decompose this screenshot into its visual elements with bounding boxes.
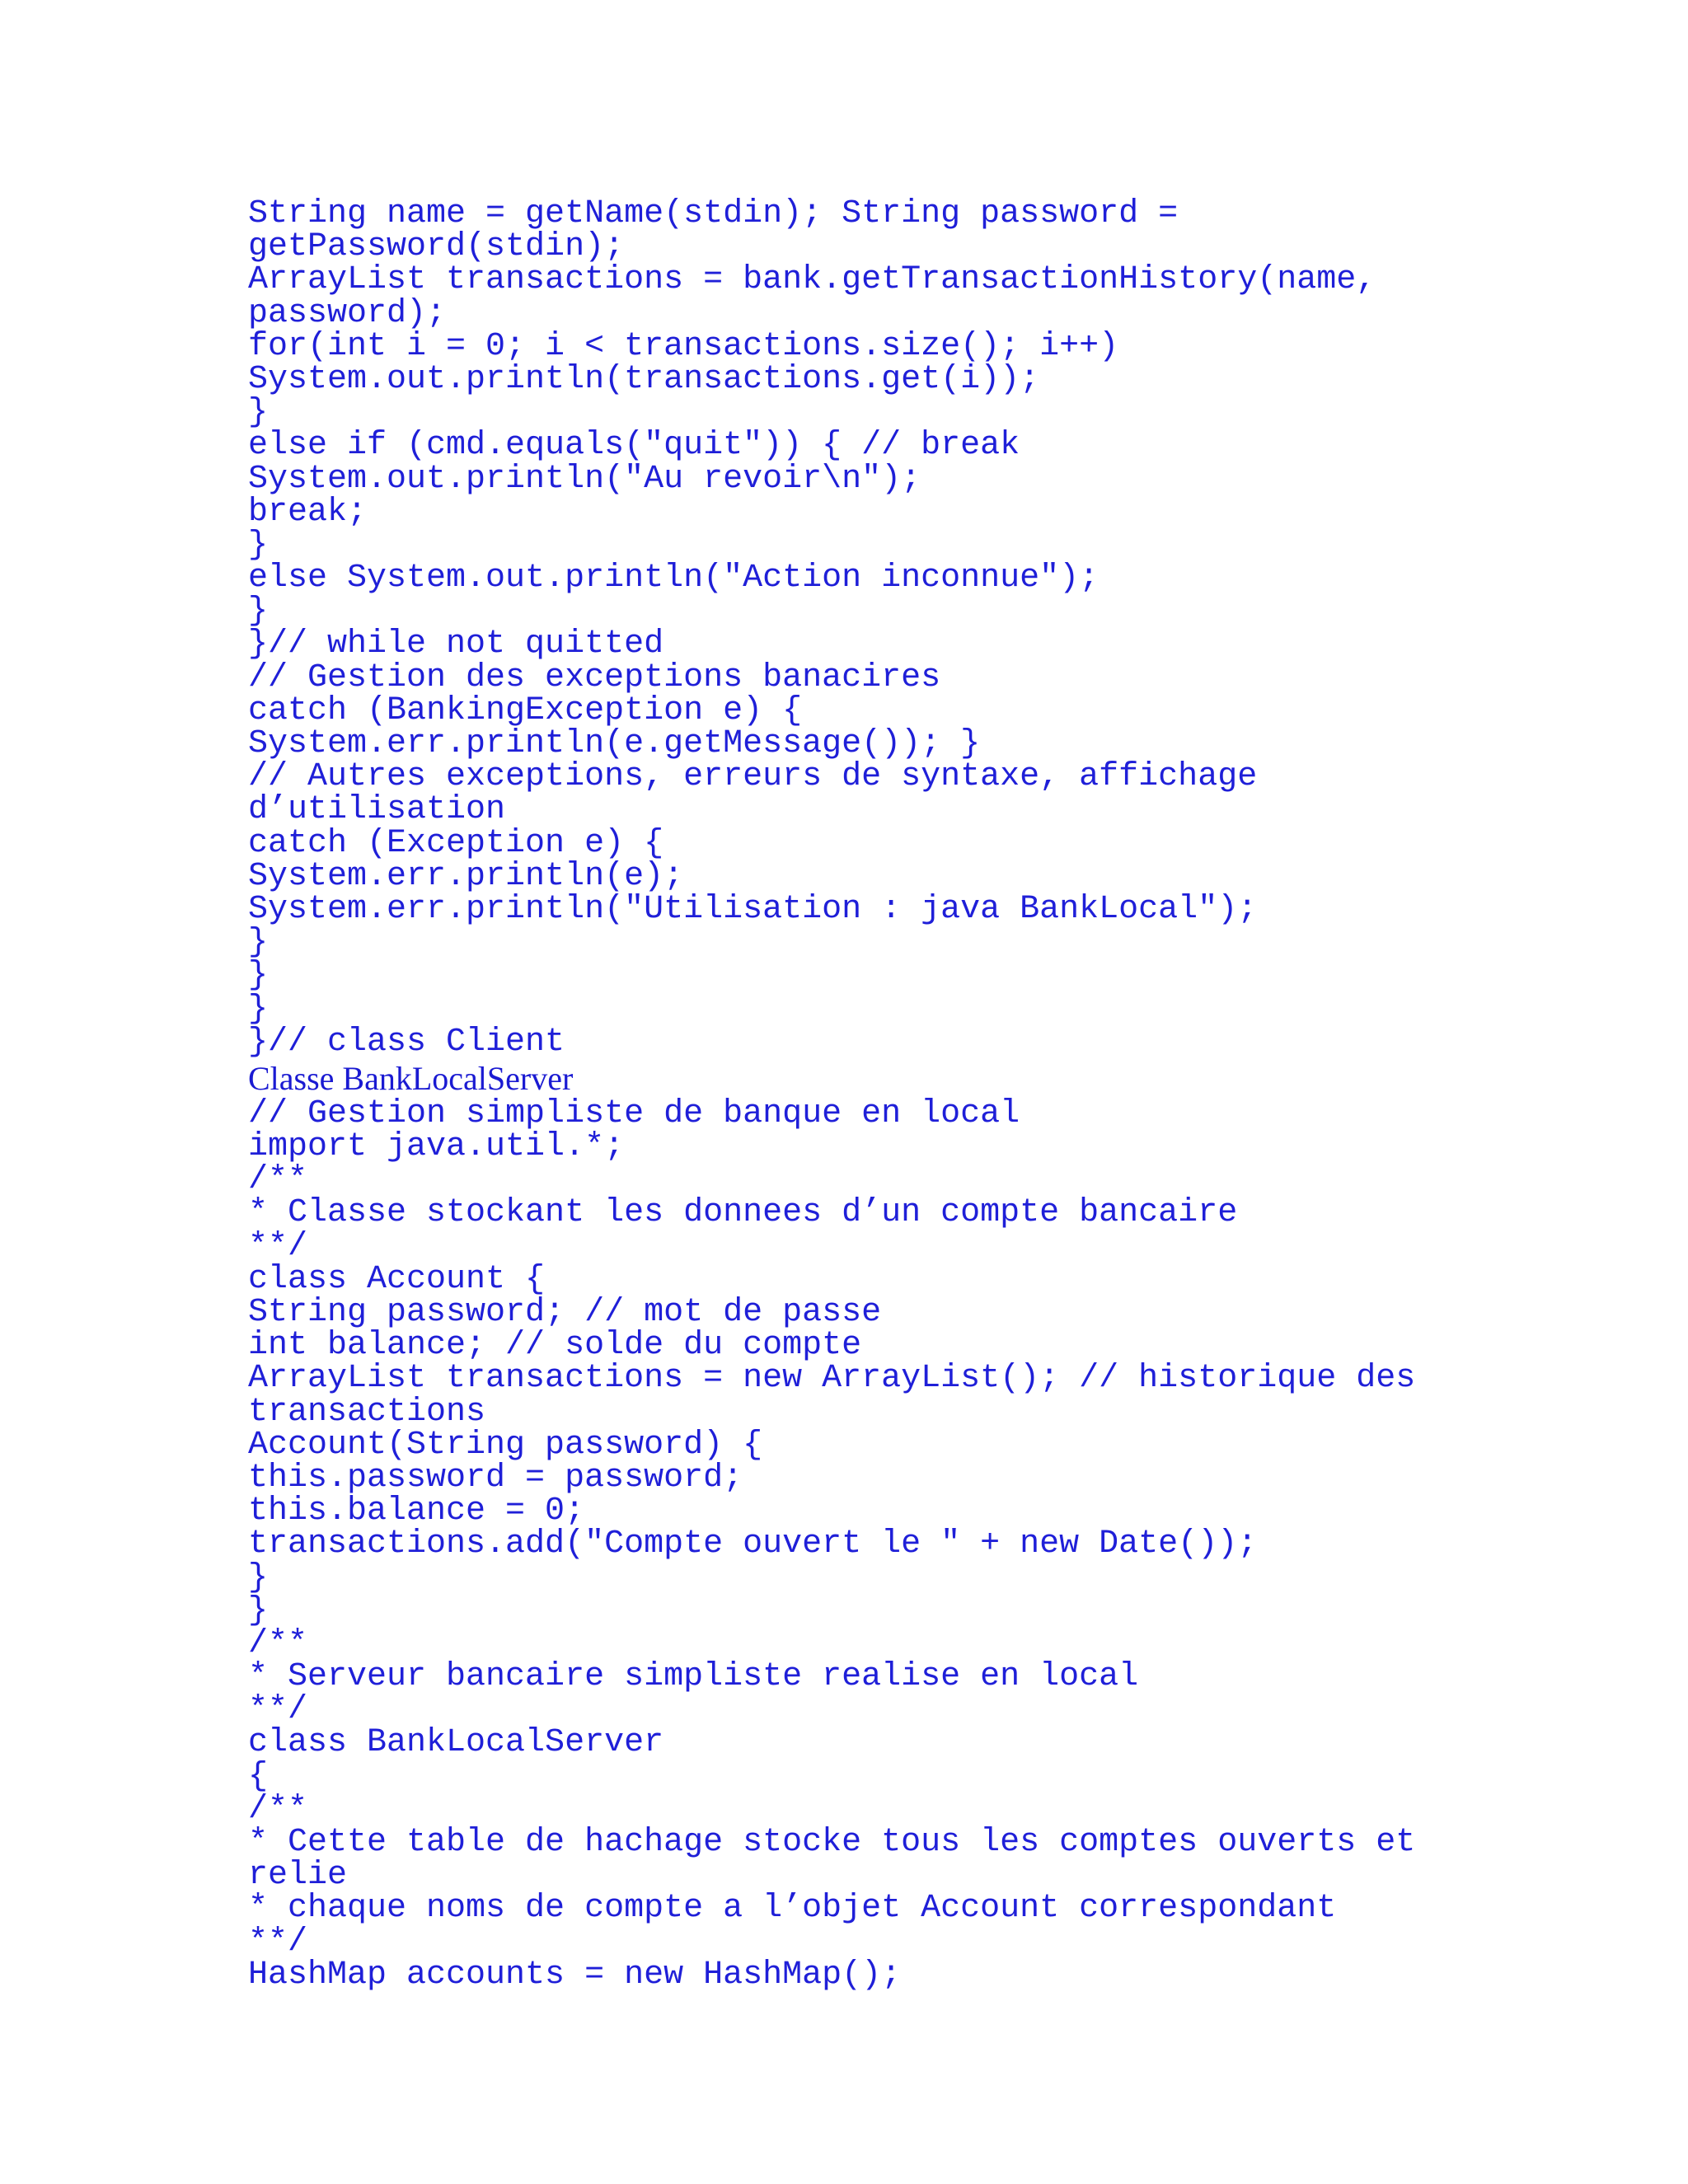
code-line: class Account { — [248, 1260, 546, 1298]
code-line: System.out.println("Au revoir\n"); — [248, 460, 921, 498]
code-line: { — [248, 1757, 269, 1795]
code-line: } — [248, 526, 269, 564]
code-line: } — [248, 1558, 269, 1596]
code-line: }// class Client — [248, 1023, 565, 1061]
code-line: catch (BankingException e) { — [248, 691, 803, 729]
code-line: catch (Exception e) { — [248, 824, 664, 862]
code-line: for(int i = 0; i < transactions.size(); i++) — [248, 327, 1119, 365]
code-line: System.out.println(transactions.get(i)); — [248, 360, 1040, 398]
code-line: System.err.println(e); — [248, 857, 684, 895]
code-line: * Serveur bancaire simpliste realise en local — [248, 1658, 1139, 1696]
code-line: relie — [248, 1857, 348, 1895]
section-heading: Classe BankLocalServer — [248, 1059, 574, 1097]
code-line: transactions.add("Compte ouvert le " + new Date()); — [248, 1526, 1258, 1563]
code-line: d’utilisation — [248, 791, 506, 829]
code-line: class BankLocalServer — [248, 1724, 664, 1762]
code-line: } — [248, 924, 269, 962]
code-line: System.err.println("Utilisation : java BankLocal"); — [248, 890, 1258, 928]
code-line: this.password = password; — [248, 1459, 743, 1497]
code-line: * Classe stockant les donnees d’un compte bancaire — [248, 1194, 1238, 1232]
code-line: int balance; // solde du compte — [248, 1327, 862, 1365]
code-line: Account(String password) { — [248, 1426, 763, 1464]
code-line: } — [248, 1591, 269, 1629]
code-line: HashMap accounts = new HashMap(); — [248, 1956, 902, 1994]
code-line: import java.util.*; — [248, 1128, 625, 1166]
code-line: // Gestion simpliste de banque en local — [248, 1094, 1020, 1132]
code-line: this.balance = 0; — [248, 1493, 585, 1530]
code-line: }// while not quitted — [248, 626, 664, 663]
code-line: } — [248, 593, 269, 630]
code-line: String name = getName(stdin); String password = — [248, 195, 1179, 232]
code-line: **/ — [248, 1691, 308, 1729]
code-line: ArrayList transactions = new ArrayList(); // historique des — [248, 1360, 1416, 1398]
code-line: } — [248, 990, 269, 1028]
code-line: else if (cmd.equals("quit")) { // break — [248, 427, 1020, 465]
code-line: **/ — [248, 1923, 308, 1961]
code-line: **/ — [248, 1227, 308, 1265]
code-line: // Autres exceptions, erreurs de syntaxe, affichage — [248, 758, 1258, 796]
code-line: /** — [248, 1161, 308, 1199]
code-line: break; — [248, 493, 368, 531]
code-line: ArrayList transactions = bank.getTransactionHistory(name, — [248, 261, 1376, 299]
code-line: transactions — [248, 1393, 486, 1431]
code-line: /** — [248, 1790, 308, 1828]
code-line: password); — [248, 294, 447, 332]
code-line: /** — [248, 1624, 308, 1662]
code-line: String password; // mot de passe — [248, 1294, 882, 1331]
code-line: // Gestion des exceptions banacires — [248, 658, 941, 696]
code-line: getPassword(stdin); — [248, 228, 625, 266]
code-line: } — [248, 957, 269, 995]
code-line: } — [248, 394, 269, 432]
code-line: * chaque noms de compte a l’objet Account correspondant — [248, 1890, 1337, 1928]
code-line: System.err.println(e.getMessage()); } — [248, 725, 981, 762]
code-listing — [248, 195, 1484, 1994]
code-line: * Cette table de hachage stocke tous les comptes ouverts et — [248, 1824, 1416, 1861]
code-line: else System.out.println("Action inconnue"); — [248, 560, 1100, 598]
